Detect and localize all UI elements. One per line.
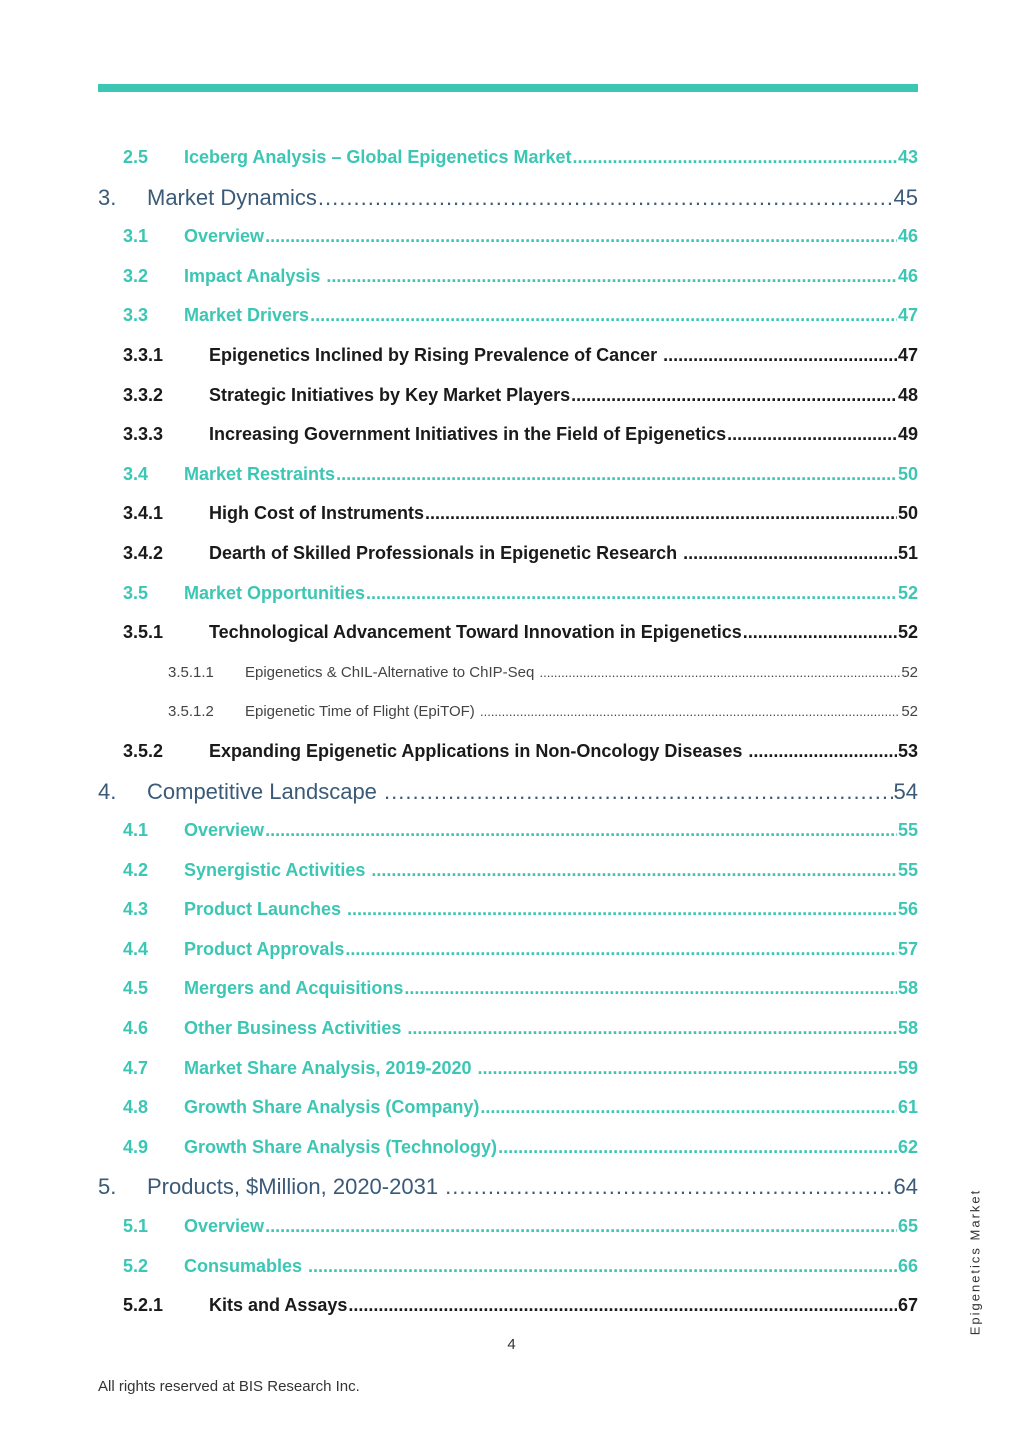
toc-dot-leader	[371, 851, 897, 891]
toc-dot-leader	[407, 1009, 897, 1049]
toc-entry-page: 66	[897, 1255, 918, 1276]
toc-entry-number: 3.5.1	[123, 622, 164, 643]
toc-dot-leader	[318, 178, 893, 218]
toc-entry-title: Overview	[184, 1216, 265, 1237]
toc-entry-title: Kits and Assays	[209, 1295, 348, 1316]
toc-entry-number: 5.1	[123, 1216, 149, 1237]
toc-entry[interactable]	[98, 1009, 918, 1049]
toc-entry-number: 4.4	[123, 938, 149, 959]
toc-dot-leader	[480, 1088, 897, 1128]
toc-dot-leader	[727, 415, 897, 455]
toc-dot-leader	[498, 1128, 897, 1168]
toc-entry-page: 47	[897, 344, 918, 365]
toc-dot-leader	[425, 494, 897, 534]
toc-entry-title: Increasing Government Initiatives in the Field of Epigenetics	[209, 424, 727, 445]
toc-entry-title: Other Business Activities	[184, 1018, 407, 1039]
toc-entry-page: 49	[897, 424, 918, 445]
toc-entry[interactable]	[98, 890, 918, 930]
toc-entry[interactable]	[98, 930, 918, 970]
toc-entry-page: 48	[897, 384, 918, 405]
toc-dot-leader	[743, 613, 897, 653]
toc-dot-leader	[683, 534, 897, 574]
toc-dot-leader	[748, 732, 897, 772]
toc-dot-leader	[348, 1286, 897, 1326]
toc-entry-title: Dearth of Skilled Professionals in Epigenetic Research	[209, 542, 683, 563]
toc-dot-leader	[265, 217, 897, 257]
toc-entry-number: 4.8	[123, 1097, 149, 1118]
toc-entry-title: Market Share Analysis, 2019-2020	[184, 1057, 477, 1078]
toc-entry-title: Consumables	[184, 1255, 308, 1276]
toc-entry[interactable]	[98, 969, 918, 1009]
toc-entry[interactable]	[98, 1286, 918, 1326]
toc-entry-page: 50	[897, 463, 918, 484]
toc-entry-page: 64	[893, 1174, 918, 1200]
toc-entry-page: 45	[893, 184, 918, 210]
toc-entry[interactable]	[98, 178, 918, 218]
toc-entry[interactable]	[98, 455, 918, 495]
toc-entry[interactable]	[98, 336, 918, 376]
toc-entry[interactable]	[98, 494, 918, 534]
toc-entry[interactable]	[98, 1167, 918, 1207]
toc-entry-number: 5.2	[123, 1255, 149, 1276]
toc-entry[interactable]	[98, 851, 918, 891]
toc-entry-page: 59	[897, 1057, 918, 1078]
toc-entry-page: 50	[897, 503, 918, 524]
toc-entry[interactable]	[98, 138, 918, 178]
toc-dot-leader	[310, 296, 897, 336]
toc-entry-number: 3.3	[123, 305, 149, 326]
toc-dot-leader	[445, 1167, 892, 1207]
toc-entry-title: High Cost of Instruments	[209, 503, 424, 524]
toc-entry-title: Market Drivers	[184, 305, 310, 326]
toc-entry[interactable]	[98, 613, 918, 653]
toc-entry-page: 43	[897, 147, 918, 167]
toc-entry-page: 54	[893, 778, 918, 804]
toc-entry-title: Expanding Epigenetic Applications in Non-Oncology Diseases	[209, 740, 748, 761]
toc-dot-leader	[480, 692, 900, 732]
toc-entry-number: 3.1	[123, 226, 149, 247]
toc-entry-number: 4.2	[123, 859, 149, 880]
page-number: 4	[507, 1336, 516, 1353]
footer-copyright: All rights reserved at BIS Research Inc.	[98, 1378, 360, 1395]
toc-entry[interactable]	[98, 772, 918, 812]
toc-entry[interactable]	[98, 692, 918, 732]
toc-dot-leader	[478, 1049, 897, 1089]
toc-entry-title: Technological Advancement Toward Innovation in Epigenetics	[209, 622, 742, 643]
toc-entry-page: 52	[901, 703, 918, 721]
toc-entry-number: 3.4.1	[123, 503, 164, 524]
toc-entry-page: 51	[897, 542, 918, 563]
toc-dot-leader	[572, 138, 896, 178]
toc-entry-title: Epigenetic Time of Flight (EpiTOF)	[245, 703, 479, 721]
toc-entry-number: 3.3.1	[123, 344, 164, 365]
toc-dot-leader	[265, 811, 897, 851]
toc-entry-number: 3.5	[123, 582, 149, 603]
toc-entry-title: Iceberg Analysis – Global Epigenetics Market	[184, 147, 572, 167]
toc-dot-leader	[336, 455, 897, 495]
toc-entry-page: 58	[897, 1018, 918, 1039]
toc-dot-leader	[347, 890, 897, 930]
toc-entry-title: Mergers and Acquisitions	[184, 978, 404, 999]
toc-entry[interactable]	[98, 376, 918, 416]
toc-entry-title: Epigenetics Inclined by Rising Prevalence of Cancer	[209, 344, 663, 365]
toc-entry-title: Products, $Million, 2020-2031	[147, 1174, 445, 1200]
toc-entry-title: Impact Analysis	[184, 265, 326, 286]
toc-entry-page: 62	[897, 1136, 918, 1157]
toc-entry-number: 3.4	[123, 463, 149, 484]
toc-entry-title: Product Launches	[184, 899, 347, 920]
toc-dot-leader	[663, 336, 897, 376]
toc-entry-page: 52	[901, 663, 918, 681]
toc-entry[interactable]	[98, 574, 918, 614]
toc-entry-number: 3.3.3	[123, 424, 164, 445]
table-of-contents	[98, 138, 918, 1326]
toc-entry[interactable]	[98, 257, 918, 297]
toc-entry-page: 56	[897, 899, 918, 920]
toc-dot-leader	[308, 1247, 897, 1287]
toc-entry-number: 3.3.2	[123, 384, 164, 405]
toc-entry-title: Product Approvals	[184, 938, 345, 959]
toc-entry-title: Synergistic Activities	[184, 859, 371, 880]
toc-entry[interactable]	[98, 1247, 918, 1287]
toc-entry[interactable]	[98, 217, 918, 257]
toc-entry[interactable]	[98, 732, 918, 772]
toc-entry-title: Overview	[184, 820, 265, 841]
toc-entry-number: 5.2.1	[123, 1295, 164, 1316]
toc-entry-page: 52	[897, 582, 918, 603]
toc-entry-number: 4.3	[123, 899, 149, 920]
toc-entry-number: 2.5	[123, 147, 149, 167]
toc-entry-number: 3.5.2	[123, 740, 164, 761]
toc-dot-leader	[345, 930, 897, 970]
toc-entry-page: 57	[897, 938, 918, 959]
toc-entry-title: Competitive Landscape	[147, 778, 384, 804]
toc-entry-number: 4.6	[123, 1018, 149, 1039]
toc-dot-leader	[265, 1207, 897, 1247]
toc-entry-page: 47	[897, 305, 918, 326]
toc-entry-number: 3.2	[123, 265, 149, 286]
toc-entry[interactable]	[98, 653, 918, 693]
toc-entry-title: Growth Share Analysis (Technology)	[184, 1136, 498, 1157]
toc-entry-number: 5.	[98, 1174, 117, 1200]
toc-entry-page: 46	[897, 265, 918, 286]
header-accent-bar	[98, 84, 918, 92]
toc-dot-leader	[404, 969, 897, 1009]
toc-entry-number: 4.7	[123, 1057, 149, 1078]
toc-entry-title: Overview	[184, 226, 265, 247]
toc-dot-leader	[384, 772, 892, 812]
toc-entry-number: 4.1	[123, 820, 149, 841]
toc-dot-leader	[326, 257, 897, 297]
toc-entry[interactable]	[98, 1207, 918, 1247]
toc-entry-page: 67	[897, 1295, 918, 1316]
toc-entry-number: 3.	[98, 184, 117, 210]
toc-entry-page: 53	[897, 740, 918, 761]
toc-entry-page: 52	[897, 622, 918, 643]
toc-entry-number: 3.5.1.2	[168, 703, 214, 721]
toc-entry-number: 4.5	[123, 978, 149, 999]
toc-entry-number: 3.4.2	[123, 542, 164, 563]
toc-entry[interactable]	[98, 296, 918, 336]
toc-entry-number: 4.9	[123, 1136, 149, 1157]
toc-entry-page: 58	[897, 978, 918, 999]
toc-entry-page: 65	[897, 1216, 918, 1237]
side-running-title: Epigenetics Market	[967, 1188, 983, 1336]
toc-entry-number: 3.5.1.1	[168, 663, 214, 681]
toc-entry[interactable]	[98, 534, 918, 574]
toc-entry-page: 46	[897, 226, 918, 247]
toc-entry[interactable]	[98, 1049, 918, 1089]
toc-entry-title: Market Restraints	[184, 463, 336, 484]
toc-dot-leader	[571, 376, 897, 416]
toc-dot-leader	[539, 653, 900, 693]
toc-entry[interactable]	[98, 1128, 918, 1168]
toc-entry-title: Market Dynamics	[147, 184, 317, 210]
toc-entry-title: Epigenetics & ChIL-Alternative to ChIP-Seq	[245, 663, 539, 681]
toc-entry[interactable]	[98, 811, 918, 851]
toc-entry[interactable]	[98, 415, 918, 455]
toc-entry-title: Strategic Initiatives by Key Market Players	[209, 384, 571, 405]
toc-entry-title: Market Opportunities	[184, 582, 366, 603]
toc-entry-number: 4.	[98, 778, 117, 804]
toc-entry-title: Growth Share Analysis (Company)	[184, 1097, 480, 1118]
toc-dot-leader	[366, 574, 897, 614]
toc-entry[interactable]	[98, 1088, 918, 1128]
toc-entry-page: 55	[897, 820, 918, 841]
toc-entry-page: 55	[897, 859, 918, 880]
toc-entry-page: 61	[897, 1097, 918, 1118]
